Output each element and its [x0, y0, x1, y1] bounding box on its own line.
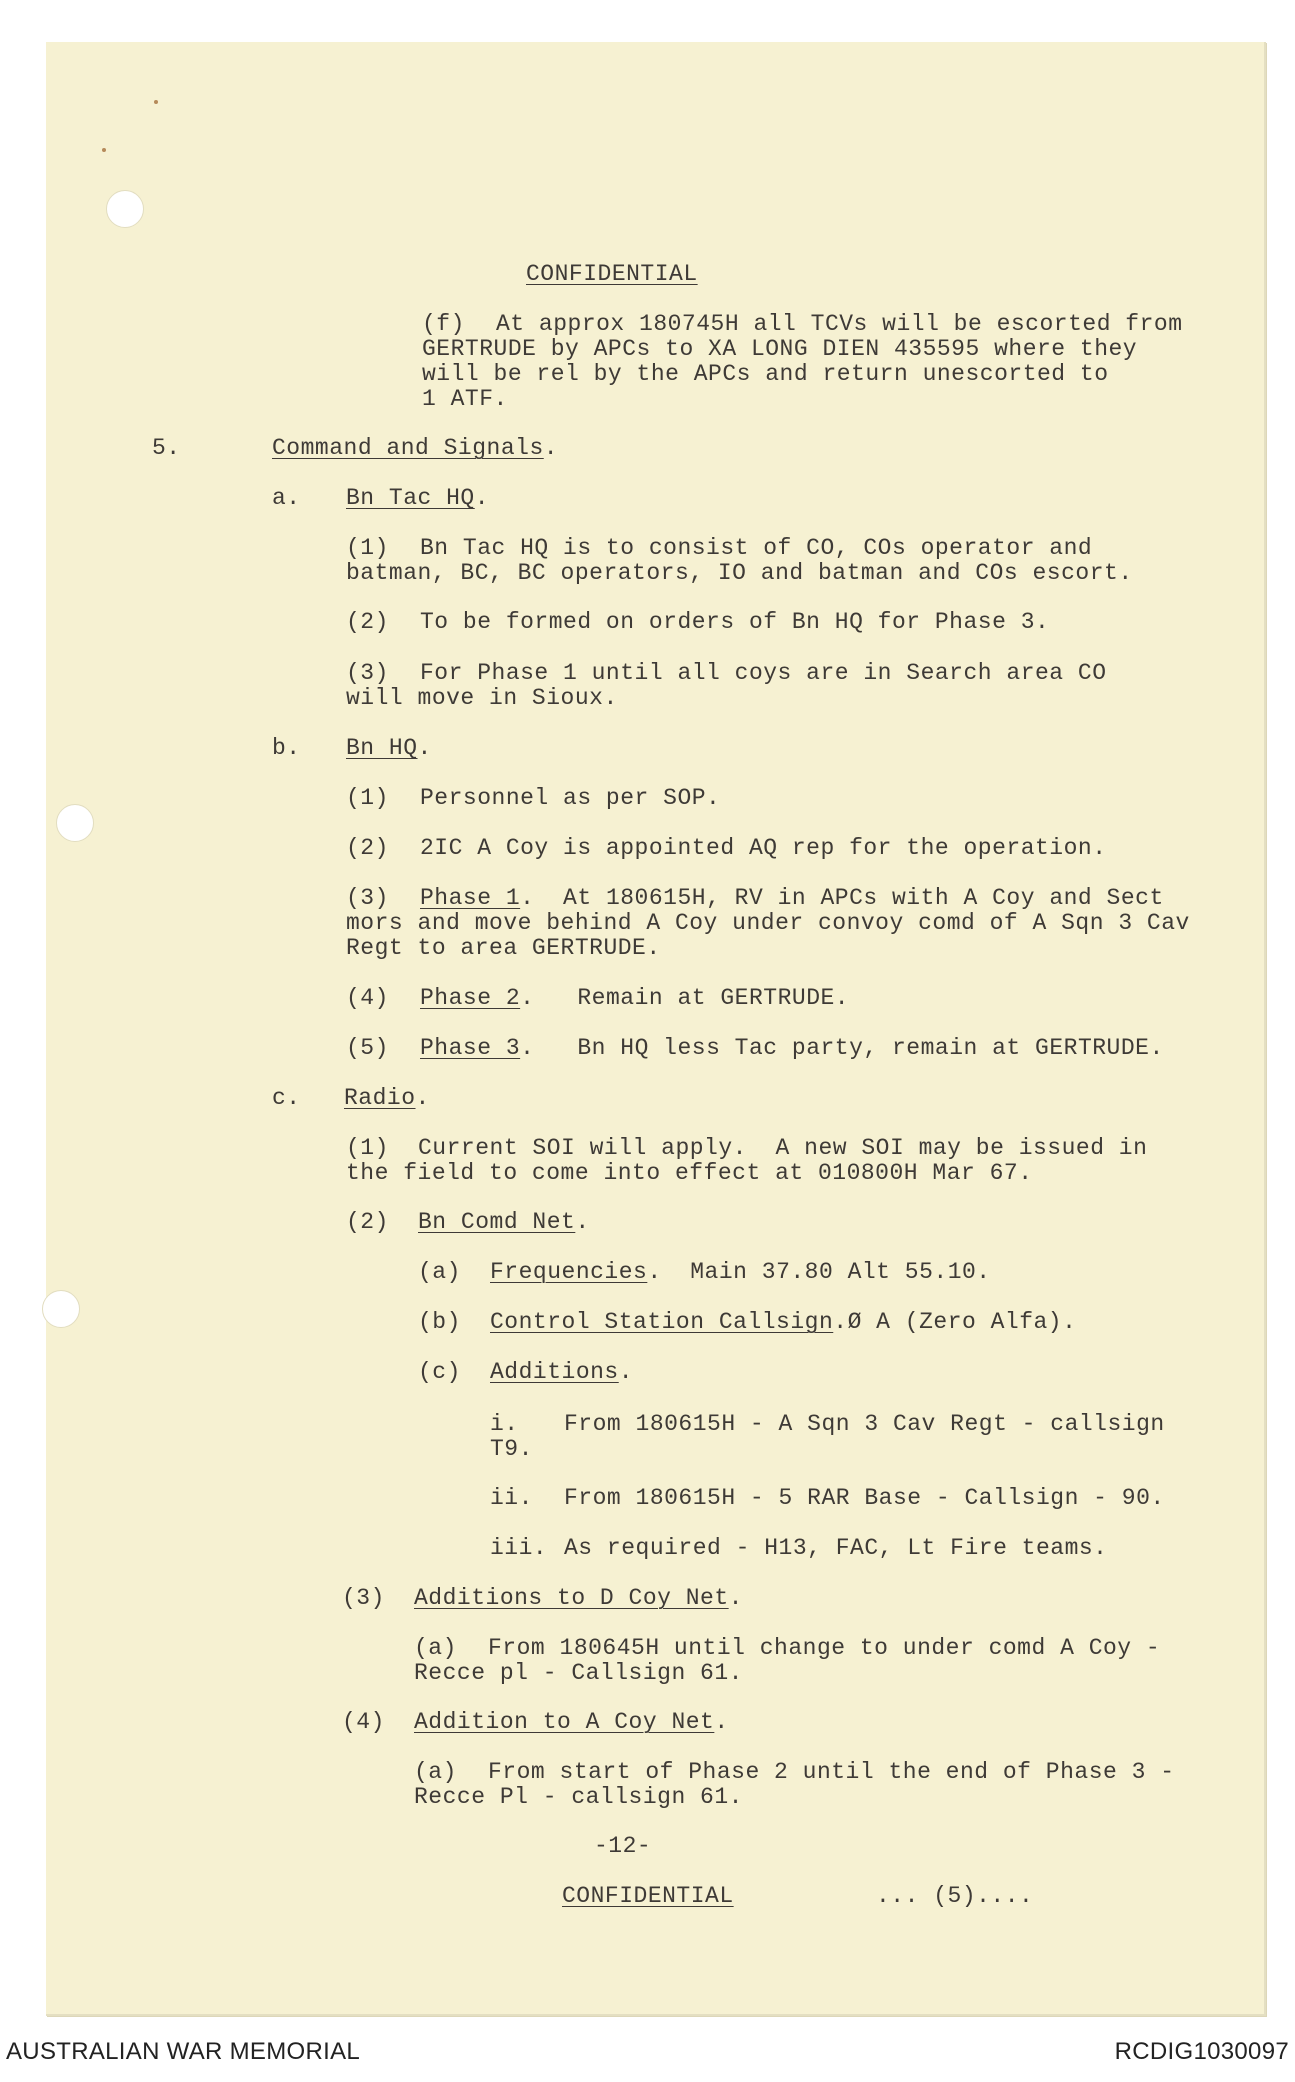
subparagraph-label: (c): [418, 1359, 461, 1385]
subparagraph-label: (a): [418, 1259, 461, 1285]
phase-text: At 180615H, RV in APCs with A Coy and Sect: [563, 885, 1164, 911]
subparagraph-text: Main 37.80 Alt 55.10.: [690, 1259, 991, 1285]
subsection-title-text: Radio: [344, 1085, 416, 1111]
classification-footer: CONFIDENTIAL: [562, 1883, 734, 1909]
paragraph-number: (1): [346, 1135, 389, 1161]
subsection-title-text: Bn Tac HQ: [346, 485, 475, 511]
subparagraph-heading-punct: .: [647, 1259, 662, 1285]
phase-heading: Phase 2: [420, 985, 521, 1011]
subsection-title-text: Bn HQ: [346, 735, 418, 761]
subparagraph-heading-punct: .: [618, 1359, 634, 1385]
item-f-line: GERTRUDE by APCs to XA LONG DIEN 435595 where they: [422, 336, 1138, 362]
roman-item-line: As required - H13, FAC, Lt Fire teams.: [564, 1535, 1108, 1561]
paragraph-line: the field to come into effect at 010800H Mar 67.: [346, 1160, 1033, 1186]
paragraph-line: 2IC A Coy is appointed AQ rep for the operation.: [420, 835, 1107, 861]
section-title-punct: .: [543, 435, 559, 461]
section-title-text: Command and Signals: [272, 435, 544, 461]
paragraph-line: Personnel as per SOP.: [420, 785, 721, 811]
net-title-text: Bn Comd Net: [418, 1209, 576, 1235]
section-title: [272, 436, 558, 461]
paragraph-line: To be formed on orders of Bn HQ for Phase 3.: [420, 609, 1050, 635]
subsection-title-punct: .: [415, 1085, 430, 1111]
subparagraph-text: Ø A (Zero Alfa).: [847, 1309, 1077, 1335]
paragraph-number: (5): [346, 1035, 389, 1061]
archive-id: RCDIG1030097: [1114, 2038, 1289, 2065]
paragraph-line: [420, 986, 849, 1011]
subparagraph-line: Recce Pl - callsign 61.: [414, 1784, 743, 1810]
paragraph-number: (2): [346, 1209, 389, 1235]
subsection-title: [346, 486, 489, 511]
net-title-text: Additions to D Coy Net: [414, 1585, 729, 1611]
paragraph-number: (2): [346, 609, 389, 635]
phase-heading-punct: .: [520, 1035, 535, 1061]
phase-text: Remain at GERTRUDE.: [577, 985, 850, 1011]
paragraph-line: will move in Sioux.: [346, 685, 618, 711]
subparagraph-label: (b): [418, 1309, 461, 1335]
roman-item-label: ii.: [490, 1485, 533, 1511]
paragraph-line: [420, 1036, 1164, 1061]
paragraph-line: Regt to area GERTRUDE.: [346, 935, 661, 961]
classification-header: CONFIDENTIAL: [526, 261, 698, 287]
paragraph-line: Bn Tac HQ is to consist of CO, COs operator and: [420, 535, 1093, 561]
subsection-letter: c.: [272, 1085, 301, 1111]
punch-hole-top: [106, 190, 144, 228]
net-title-text: Addition to A Coy Net: [414, 1709, 715, 1735]
phase-heading: Phase 3: [420, 1035, 521, 1061]
section-number: 5.: [152, 435, 181, 461]
subsection-letter: a.: [272, 485, 301, 511]
roman-item-label: iii.: [490, 1535, 548, 1561]
net-title-punct: .: [575, 1209, 590, 1235]
phase-heading-punct: .: [520, 885, 535, 911]
subparagraph-line: [490, 1310, 1076, 1335]
subsection-title-punct: .: [417, 735, 432, 761]
subsection-letter: b.: [272, 735, 301, 761]
roman-item-line: From 180615H - A Sqn 3 Cav Regt - callsign: [564, 1411, 1165, 1437]
subsection-title: [346, 736, 432, 761]
punch-hole-bottom: [42, 1290, 80, 1328]
phase-heading: Phase 1: [420, 885, 521, 911]
phase-text: Bn HQ less Tac party, remain at GERTRUDE.: [577, 1035, 1164, 1061]
punch-hole-middle: [56, 804, 94, 842]
net-title: [418, 1210, 590, 1235]
subparagraph-line: From 180645H until change to under comd A Coy -: [488, 1635, 1161, 1661]
roman-item-line: From 180615H - 5 RAR Base - Callsign - 90.: [564, 1485, 1165, 1511]
item-f-line: 1 ATF.: [422, 386, 508, 412]
subparagraph-heading: Control Station Callsign: [490, 1309, 834, 1335]
paragraph-line: mors and move behind A Coy under convoy comd of A Sqn 3 Cav: [346, 910, 1190, 936]
archive-credit: AUSTRALIAN WAR MEMORIAL: [6, 2038, 361, 2065]
paragraph-line: For Phase 1 until all coys are in Search area CO: [420, 660, 1107, 686]
net-title-punct: .: [714, 1709, 729, 1735]
net-title-punct: .: [728, 1585, 743, 1611]
item-f-line: will be rel by the APCs and return unescorted to: [422, 361, 1109, 387]
subsection-title: [344, 1086, 430, 1111]
paragraph-number: (4): [346, 985, 389, 1011]
paper-speck: [154, 100, 158, 104]
subparagraph-line: Recce pl - Callsign 61.: [414, 1660, 743, 1686]
subparagraph-line: [490, 1260, 991, 1285]
paragraph-line: [420, 886, 1164, 911]
phase-heading-punct: .: [520, 985, 535, 1011]
subparagraph-label: (a): [414, 1759, 457, 1785]
subparagraph-line: [490, 1360, 633, 1385]
subparagraph-heading: Frequencies: [490, 1259, 648, 1285]
page-number: -12-: [594, 1833, 652, 1859]
roman-item-line: T9.: [490, 1436, 533, 1462]
paragraph-number: (4): [342, 1709, 385, 1735]
paragraph-number: (3): [346, 885, 389, 911]
paragraph-number: (2): [346, 835, 389, 861]
paragraph-line: batman, BC, BC operators, IO and batman and COs escort.: [346, 560, 1133, 586]
paragraph-number: (3): [342, 1585, 385, 1611]
paper-speck: [102, 148, 106, 152]
paragraph-number: (1): [346, 785, 389, 811]
subsection-title-punct: .: [474, 485, 490, 511]
item-f-label: (f): [422, 311, 465, 337]
continuation-marker: ... (5)....: [876, 1883, 1034, 1909]
paragraph-line: Current SOI will apply. A new SOI may be issued in: [418, 1135, 1148, 1161]
subparagraph-heading-punct: .: [833, 1309, 848, 1335]
roman-item-label: i.: [490, 1411, 519, 1437]
item-f-line: At approx 180745H all TCVs will be escorted from: [496, 311, 1183, 337]
paragraph-number: (3): [346, 660, 389, 686]
subparagraph-heading: Additions: [490, 1359, 619, 1385]
paragraph-number: (1): [346, 535, 389, 561]
subparagraph-line: From start of Phase 2 until the end of Phase 3 -: [488, 1759, 1175, 1785]
net-title: [414, 1586, 743, 1611]
subparagraph-label: (a): [414, 1635, 457, 1661]
net-title: [414, 1710, 729, 1735]
